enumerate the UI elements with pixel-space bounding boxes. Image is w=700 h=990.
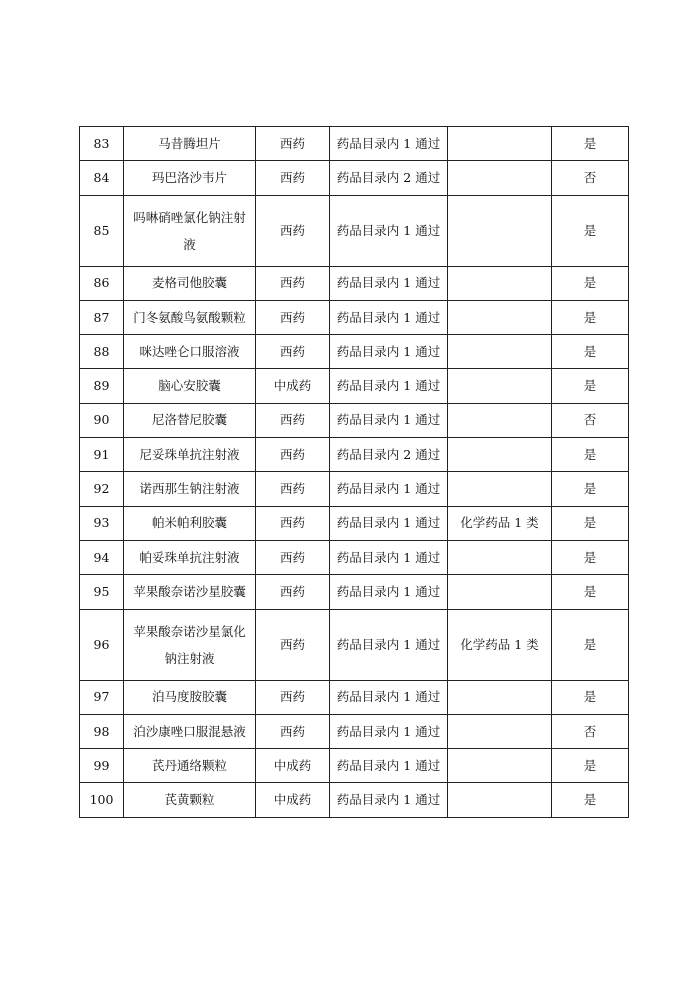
review-status: 药品目录内 1 通过	[330, 783, 448, 817]
table-row	[80, 335, 629, 369]
review-status: 药品目录内 1 通过	[330, 749, 448, 783]
drug-type: 西药	[256, 403, 330, 437]
drug-type: 西药	[256, 300, 330, 334]
drug-flag: 是	[552, 127, 629, 161]
table-row	[80, 438, 629, 472]
table-row	[80, 680, 629, 714]
drug-name: 门冬氨酸鸟氨酸颗粒	[124, 300, 256, 334]
drug-note	[448, 714, 552, 748]
table-row	[80, 506, 629, 540]
drug-type: 中成药	[256, 369, 330, 403]
drug-type: 西药	[256, 472, 330, 506]
drug-type: 西药	[256, 438, 330, 472]
drug-type: 中成药	[256, 749, 330, 783]
row-number: 96	[80, 609, 124, 680]
drug-type: 中成药	[256, 783, 330, 817]
drug-type: 西药	[256, 680, 330, 714]
drug-name: 芪丹通络颗粒	[124, 749, 256, 783]
drug-note	[448, 195, 552, 266]
drug-note	[448, 335, 552, 369]
drug-list-table	[79, 126, 629, 818]
drug-type: 西药	[256, 714, 330, 748]
drug-note	[448, 403, 552, 437]
drug-name: 泊沙康唑口服混悬液	[124, 714, 256, 748]
drug-name: 帕米帕利胶囊	[124, 506, 256, 540]
row-number: 90	[80, 403, 124, 437]
row-number: 88	[80, 335, 124, 369]
row-number: 99	[80, 749, 124, 783]
table-row	[80, 783, 629, 817]
review-status: 药品目录内 1 通过	[330, 403, 448, 437]
row-number: 85	[80, 195, 124, 266]
drug-flag: 否	[552, 403, 629, 437]
drug-note	[448, 369, 552, 403]
drug-flag: 是	[552, 575, 629, 609]
drug-name: 泊马度胺胶囊	[124, 680, 256, 714]
review-status: 药品目录内 1 通过	[330, 680, 448, 714]
drug-type: 西药	[256, 127, 330, 161]
table-row	[80, 195, 629, 266]
drug-name: 吗啉硝唑氯化钠注射液	[124, 195, 256, 266]
drug-name: 尼妥珠单抗注射液	[124, 438, 256, 472]
row-number: 100	[80, 783, 124, 817]
review-status: 药品目录内 1 通过	[330, 472, 448, 506]
row-number: 87	[80, 300, 124, 334]
drug-flag: 是	[552, 300, 629, 334]
review-status: 药品目录内 1 通过	[330, 266, 448, 300]
table-row	[80, 161, 629, 195]
drug-flag: 是	[552, 506, 629, 540]
review-status: 药品目录内 1 通过	[330, 369, 448, 403]
table-row	[80, 609, 629, 680]
review-status: 药品目录内 1 通过	[330, 127, 448, 161]
drug-type: 西药	[256, 266, 330, 300]
table-row	[80, 749, 629, 783]
drug-flag: 是	[552, 369, 629, 403]
drug-flag: 是	[552, 749, 629, 783]
drug-note	[448, 680, 552, 714]
drug-type: 西药	[256, 575, 330, 609]
review-status: 药品目录内 1 通过	[330, 714, 448, 748]
review-status: 药品目录内 1 通过	[330, 575, 448, 609]
table-row	[80, 403, 629, 437]
table-row	[80, 714, 629, 748]
row-number: 84	[80, 161, 124, 195]
drug-note	[448, 266, 552, 300]
drug-name: 脑心安胶囊	[124, 369, 256, 403]
drug-note: 化学药品 1 类	[448, 609, 552, 680]
review-status: 药品目录内 1 通过	[330, 195, 448, 266]
row-number: 95	[80, 575, 124, 609]
drug-note	[448, 540, 552, 574]
drug-name: 苹果酸奈诺沙星胶囊	[124, 575, 256, 609]
table-row	[80, 540, 629, 574]
drug-note	[448, 783, 552, 817]
row-number: 98	[80, 714, 124, 748]
row-number: 97	[80, 680, 124, 714]
drug-flag: 是	[552, 195, 629, 266]
drug-name: 马昔腾坦片	[124, 127, 256, 161]
drug-type: 西药	[256, 195, 330, 266]
review-status: 药品目录内 1 通过	[330, 609, 448, 680]
drug-note	[448, 161, 552, 195]
drug-note	[448, 300, 552, 334]
drug-flag: 是	[552, 680, 629, 714]
review-status: 药品目录内 1 通过	[330, 335, 448, 369]
drug-name: 帕妥珠单抗注射液	[124, 540, 256, 574]
drug-flag: 是	[552, 609, 629, 680]
review-status: 药品目录内 1 通过	[330, 540, 448, 574]
drug-name: 芪黄颗粒	[124, 783, 256, 817]
drug-type: 西药	[256, 161, 330, 195]
review-status: 药品目录内 1 通过	[330, 506, 448, 540]
table-row	[80, 575, 629, 609]
drug-flag: 是	[552, 335, 629, 369]
drug-type: 西药	[256, 540, 330, 574]
drug-type: 西药	[256, 335, 330, 369]
drug-note	[448, 127, 552, 161]
drug-flag: 是	[552, 472, 629, 506]
row-number: 91	[80, 438, 124, 472]
drug-flag: 是	[552, 540, 629, 574]
drug-type: 西药	[256, 506, 330, 540]
drug-flag: 是	[552, 266, 629, 300]
table-row	[80, 266, 629, 300]
review-status: 药品目录内 2 通过	[330, 438, 448, 472]
table-body	[80, 127, 629, 818]
table-row	[80, 472, 629, 506]
drug-flag: 是	[552, 783, 629, 817]
table-row	[80, 127, 629, 161]
drug-name: 诺西那生钠注射液	[124, 472, 256, 506]
drug-type: 西药	[256, 609, 330, 680]
drug-flag: 否	[552, 161, 629, 195]
row-number: 92	[80, 472, 124, 506]
drug-name: 尼洛替尼胶囊	[124, 403, 256, 437]
drug-flag: 是	[552, 438, 629, 472]
drug-note	[448, 749, 552, 783]
drug-note	[448, 438, 552, 472]
table-row	[80, 369, 629, 403]
drug-flag: 否	[552, 714, 629, 748]
drug-name: 玛巴洛沙韦片	[124, 161, 256, 195]
drug-name: 麦格司他胶囊	[124, 266, 256, 300]
review-status: 药品目录内 2 通过	[330, 161, 448, 195]
drug-name: 咪达唑仑口服溶液	[124, 335, 256, 369]
drug-note	[448, 472, 552, 506]
row-number: 89	[80, 369, 124, 403]
row-number: 86	[80, 266, 124, 300]
row-number: 83	[80, 127, 124, 161]
row-number: 94	[80, 540, 124, 574]
drug-note	[448, 575, 552, 609]
row-number: 93	[80, 506, 124, 540]
drug-note: 化学药品 1 类	[448, 506, 552, 540]
drug-name: 苹果酸奈诺沙星氯化钠注射液	[124, 609, 256, 680]
table-row	[80, 300, 629, 334]
review-status: 药品目录内 1 通过	[330, 300, 448, 334]
